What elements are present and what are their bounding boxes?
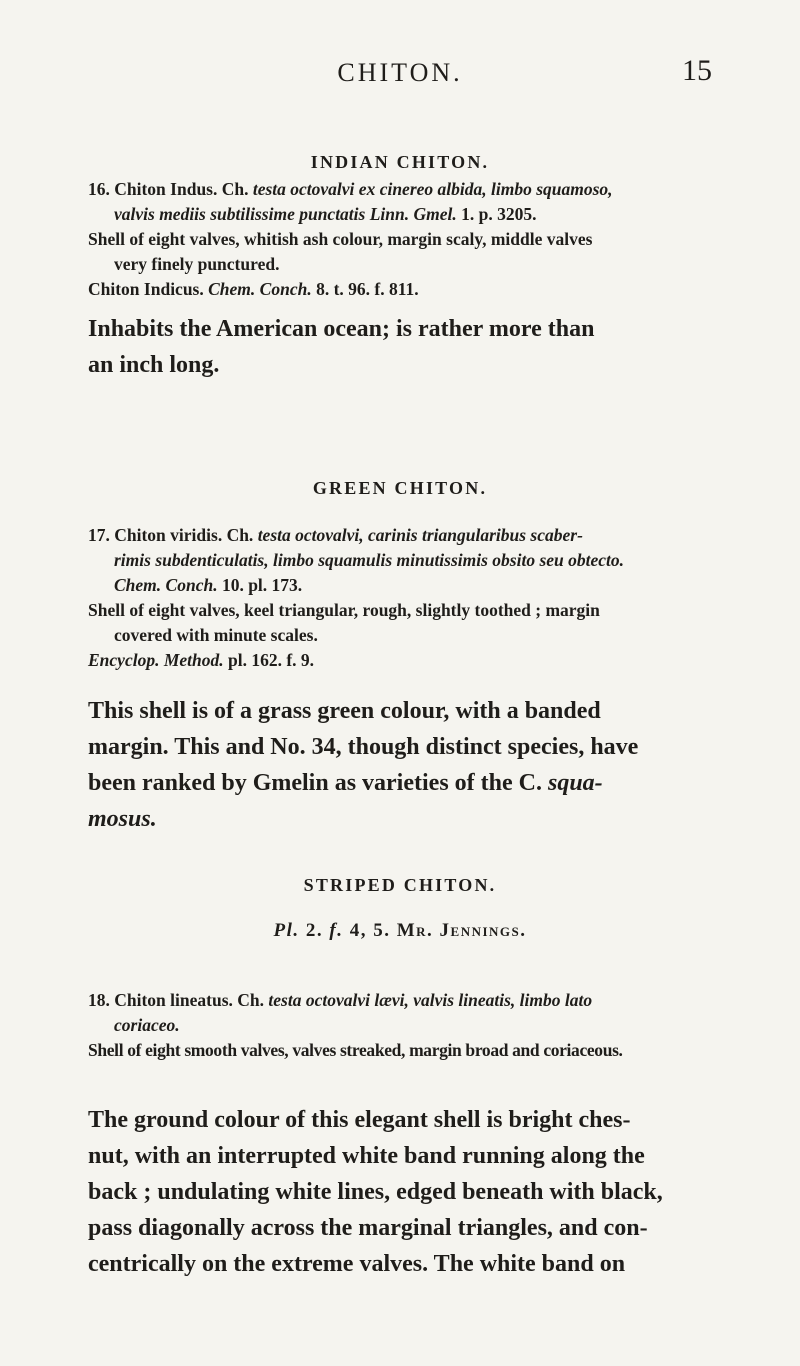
entry-text: Shell of eight smooth valves, valves streaked, margin broad and coriaceous. [88,1040,623,1060]
entry-line [88,623,723,648]
entry-text: 16. Chiton Indus. Ch. [88,179,253,199]
body-line [88,801,723,837]
plate-ref-figure-abbrev: f. [329,920,344,941]
plate-ref-abbrev: Pl. [273,920,300,941]
entry-green-chiton [88,523,723,673]
body-text-span: margin. This and No. 34, though distinct species, have [88,734,639,760]
body-line: centrically on the extreme valves. The white band on [88,1251,626,1277]
entry-latin-text: testa octovalvi ex cinereo albida, limbo squamoso, [252,179,613,199]
plate-ref-collector: Mr. Jennings. [396,920,527,941]
entry-text: Chiton Indicus. [88,279,209,299]
description-striped-chiton [88,1102,723,1282]
entry-text: very finely punctured. [114,254,280,274]
body-line [88,765,723,801]
entry-line [88,648,723,673]
description-indian-chiton [88,311,723,383]
entry-line [88,598,723,623]
entry-text: pl. 162. f. 9. [223,650,315,670]
entry-line [88,252,723,277]
description-green-chiton [88,693,723,837]
entry-line [88,523,723,548]
plate-ref-number: 2. [299,920,330,941]
body-line: The ground colour of this elegant shell is bright ches- [88,1107,631,1133]
body-text-span: This shell is of a grass green colour, with a banded [88,698,601,724]
entry-text: covered with minute scales. [114,625,318,645]
entry-text: Shell of eight valves, whitish ash colour, margin scaly, middle valves [88,229,593,249]
section-heading-striped-chiton: STRIPED CHITON. [303,875,497,895]
body-line: an inch long. [88,352,220,378]
entry-indian-chiton [88,177,723,302]
section-heading-indian-chiton: INDIAN CHITON. [310,152,490,172]
entry-striped-chiton [88,988,723,1063]
plate-ref-figures: 4, 5. [343,920,397,941]
entry-line [88,988,723,1013]
entry-latin-text: testa octovalvi, carinis triangularibus scaber- [257,525,583,545]
body-italic-span: mosus. [88,806,157,832]
entry-line [88,227,723,252]
entry-line [88,1013,723,1038]
section-heading-green-chiton: GREEN CHITON. [312,478,488,498]
running-title: CHITON. [337,58,463,87]
entry-line [88,277,723,302]
page-number: 15 [682,54,712,87]
entry-text: 17. Chiton viridis. Ch. [88,525,258,545]
entry-text: 8. t. 96. f. 811. [311,279,419,299]
entry-line [88,1038,723,1063]
body-italic-span: squa- [547,770,603,796]
entry-text: 10. pl. 173. [217,575,303,595]
plate-reference [0,920,800,942]
entry-latin-text: valvis mediis subtilissime punctatis Linn. Gmel. [114,204,457,224]
entry-text: Shell of eight valves, keel triangular, rough, slightly toothed ; margin [88,600,600,620]
entry-latin-text: coriaceo. [114,1015,180,1035]
body-text-span: been ranked by Gmelin as varieties of the C. [88,770,548,796]
body-line: Inhabits the American ocean; is rather more than [88,316,595,342]
entry-line [88,177,723,202]
entry-latin-text: testa octovalvi lævi, valvis lineatis, limbo lato [268,990,593,1010]
running-head [0,54,800,98]
entry-line [88,548,723,573]
entry-reference-title: Chem. Conch. [208,279,312,299]
entry-line [88,573,723,598]
body-line [88,693,723,729]
entry-line [88,202,723,227]
entry-reference-title: Encyclop. Method. [88,650,224,670]
entry-latin-text: rimis subdenticulatis, limbo squamulis minutissimis obsito seu obtecto. [114,550,625,570]
body-line: pass diagonally across the marginal triangles, and con- [88,1215,648,1241]
entry-text: 18. Chiton lineatus. Ch. [88,990,269,1010]
body-line: nut, with an interrupted white band running along the [88,1143,645,1169]
entry-reference-title: Chem. Conch. [114,575,218,595]
entry-text: 1. p. 3205. [456,204,537,224]
body-line: back ; undulating white lines, edged beneath with black, [88,1179,663,1205]
body-line [88,729,723,765]
